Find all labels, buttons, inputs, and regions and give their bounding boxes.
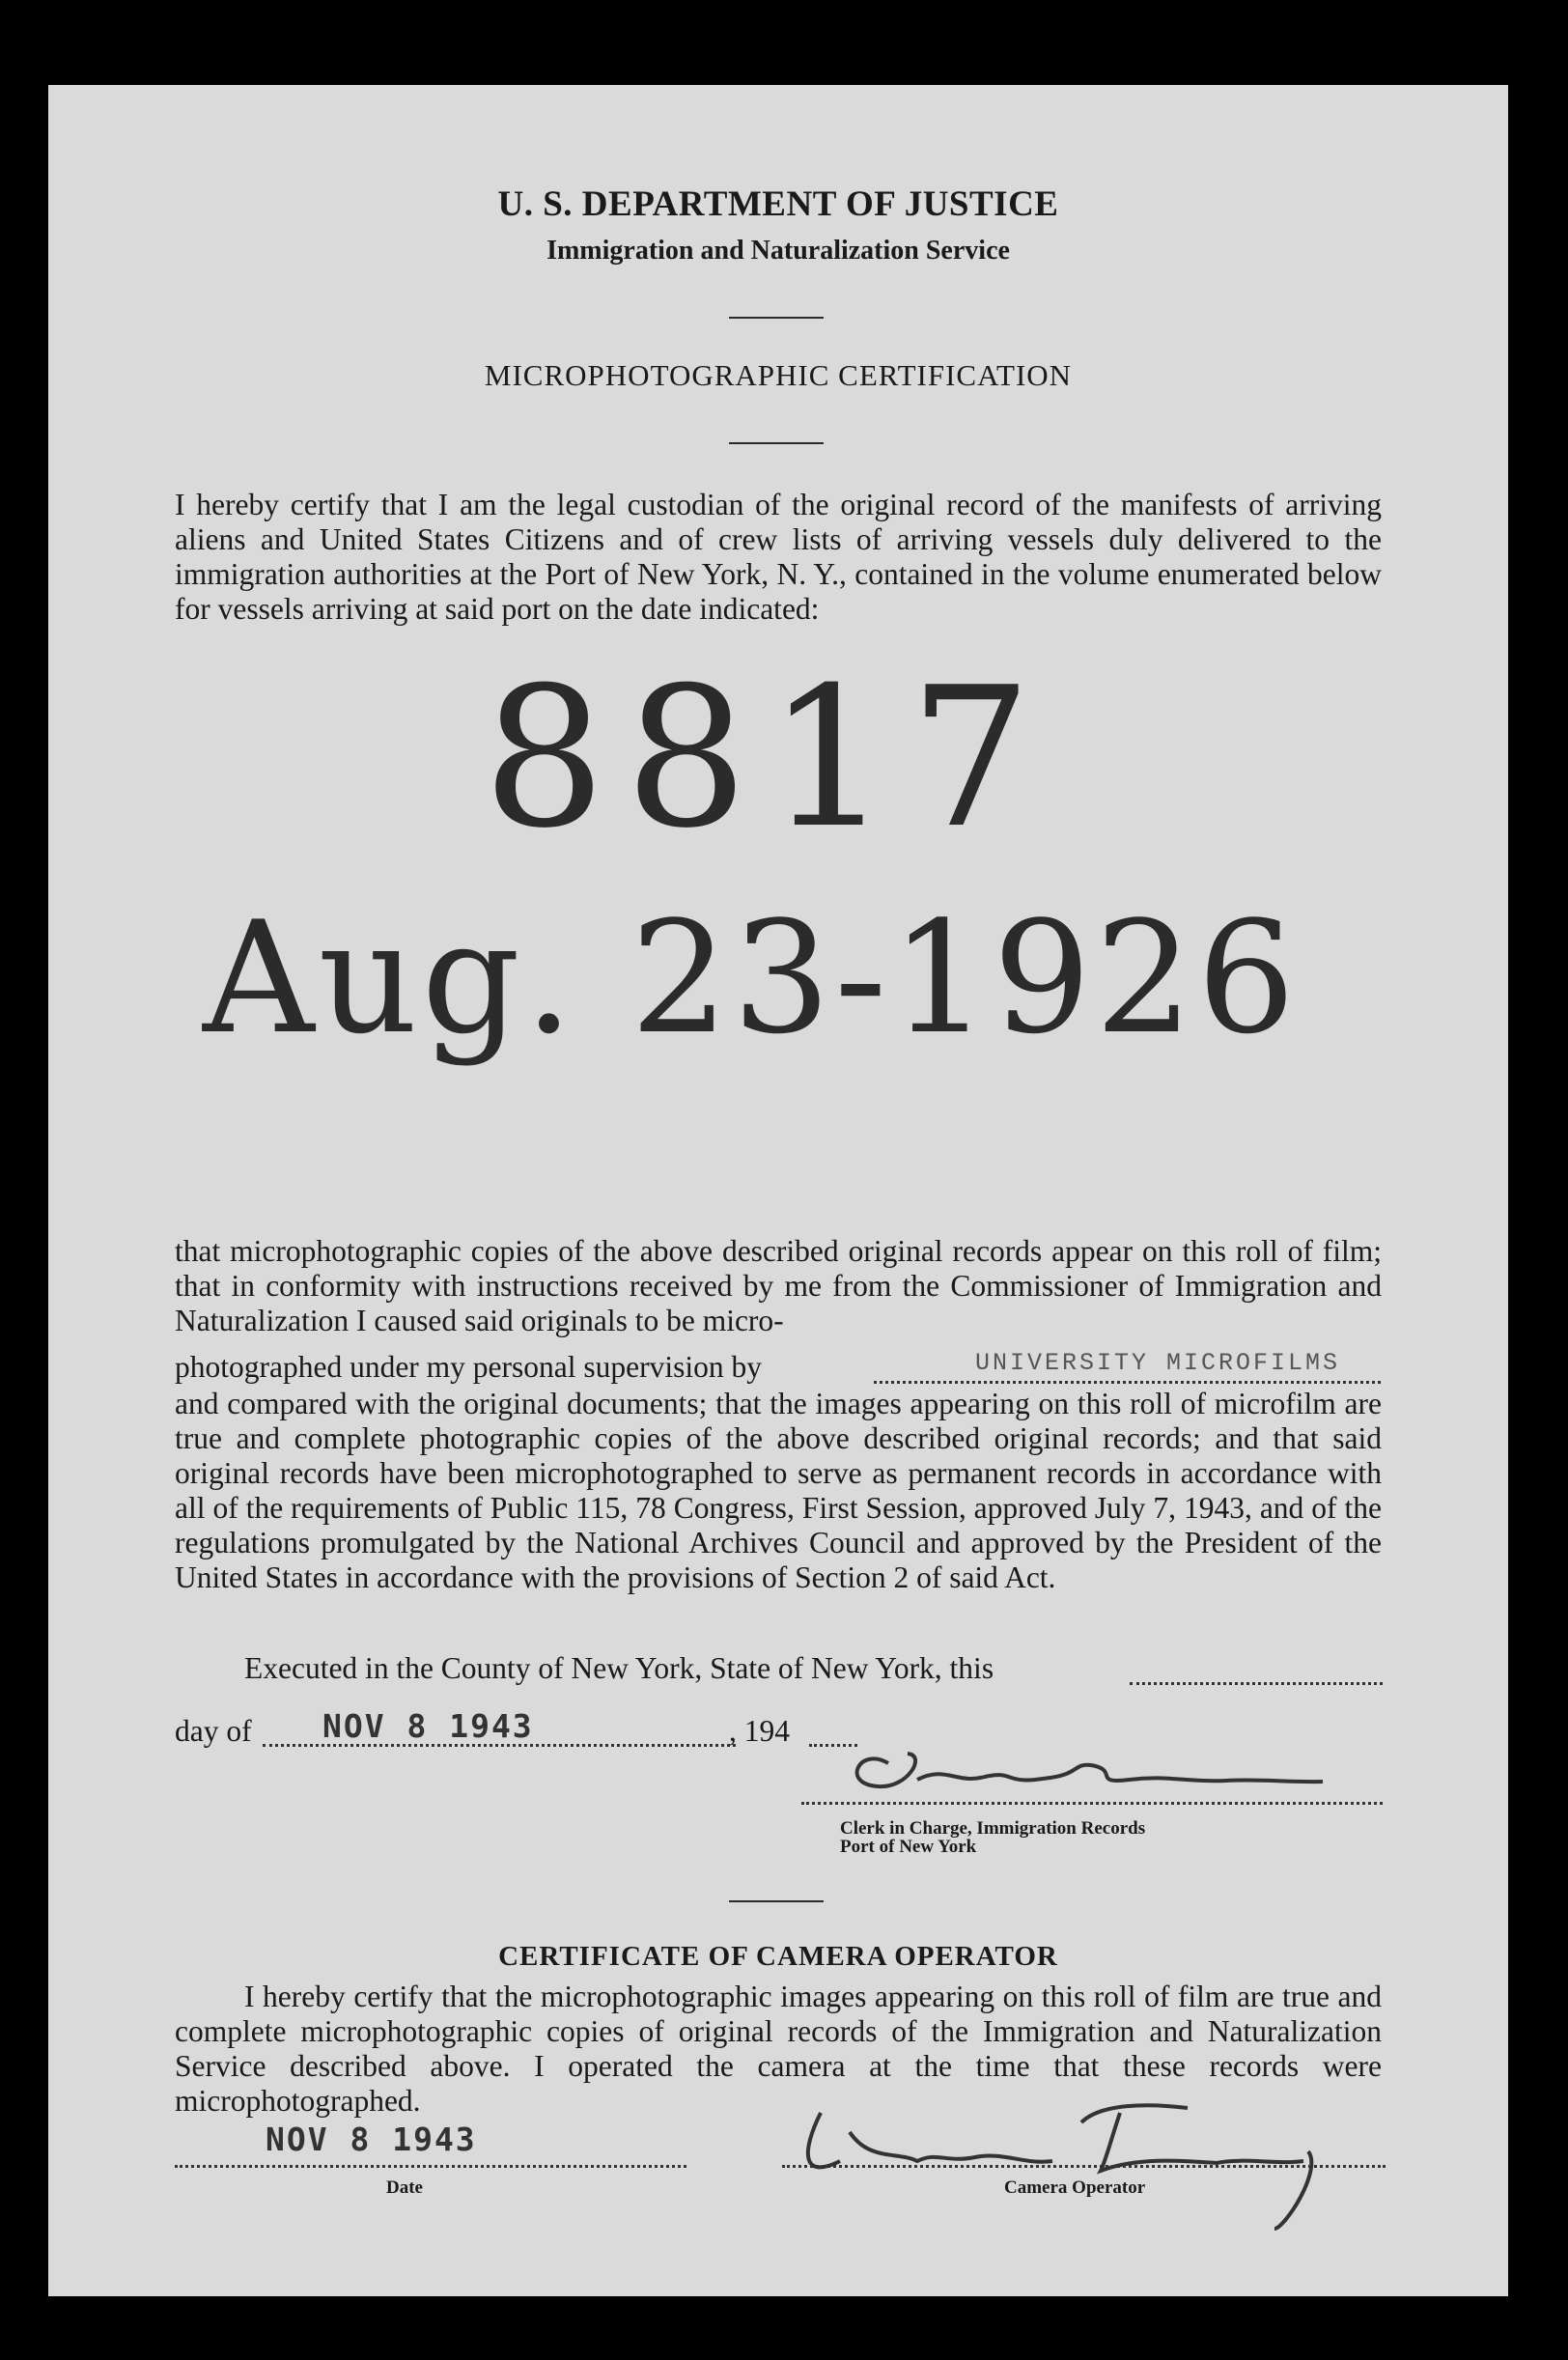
certification-body-part1: that microphotographic copies of the above described original records appear on this roll of film; that in conformity with instructions received by me from the Commissioner of Immigration and Naturalization I caused said originals to be micro- bbox=[175, 1234, 1382, 1337]
certification-title: MICROPHOTOGRAPHIC CERTIFICATION bbox=[484, 358, 1073, 392]
signature-line bbox=[782, 2165, 1386, 2168]
department-heading: U. S. DEPARTMENT OF JUSTICE bbox=[497, 184, 1059, 224]
clerk-port: Port of New York bbox=[840, 1837, 977, 1857]
handwritten-volume-number: 8817 bbox=[483, 646, 1051, 871]
service-heading: Immigration and Naturalization Service bbox=[546, 236, 1010, 266]
day-of-label: day of bbox=[175, 1714, 252, 1748]
handwritten-volume-date: Aug. 23-1926 bbox=[203, 887, 1300, 1068]
divider bbox=[729, 1900, 824, 1902]
operator-label: Camera Operator bbox=[1004, 2177, 1146, 2198]
divider bbox=[729, 442, 824, 444]
date-stamp: NOV 8 1943 bbox=[322, 1707, 534, 1745]
camera-operator-text: I hereby certify that the microphotographic images appearing on this roll of film are true and complete microphotographic copies of original records of the Immigration and Naturalization Service described above. I operated the camera at the time that these records were microphotographed. bbox=[175, 1980, 1382, 2118]
photographed-by-label: photographed under my personal supervision by bbox=[175, 1350, 763, 1384]
date-label: Date bbox=[386, 2177, 423, 2198]
clerk-signature bbox=[801, 1727, 1381, 1804]
date-line bbox=[175, 2165, 686, 2168]
certification-body-part2: and compared with the original documents; that the images appearing on this roll of microfilm are true and complete photographic copies of the above described original records; and that said original records have been microphotographed to serve as permanent records in accordance with all of the requirements of Public 115, 78 Congress, First Session, approved July 7, 1943, and of the regulations promulgated by the National Archives Council and approved by the President of the United States in accordance with the provisions of Section 2 of said Act. bbox=[175, 1387, 1382, 1594]
certificate-sheet bbox=[48, 85, 1508, 2296]
clerk-title: Clerk in Charge, Immigration Records bbox=[840, 1818, 1146, 1839]
signature-line bbox=[801, 1802, 1383, 1805]
year-prefix: , 194 bbox=[729, 1714, 790, 1748]
dotted-line bbox=[874, 1381, 1381, 1384]
operator-date-stamp: NOV 8 1943 bbox=[266, 2121, 477, 2158]
photographed-by-value: UNIVERSITY MICROFILMS bbox=[975, 1349, 1341, 1377]
divider bbox=[729, 317, 824, 319]
executed-line: Executed in the County of New York, State of New York, this bbox=[244, 1651, 994, 1685]
certification-intro: I hereby certify that I am the legal custodian of the original record of the manifests of arriving aliens and United States Citizens and of crew lists of arriving vessels duly delivered to the immigration authorities at the Port of New York, N. Y., contained in the volume enumerated below for vessels arriving at said port on the date indicated: bbox=[175, 488, 1382, 626]
camera-operator-title: CERTIFICATE OF CAMERA OPERATOR bbox=[498, 1941, 1058, 1972]
dotted-line bbox=[1130, 1682, 1383, 1685]
